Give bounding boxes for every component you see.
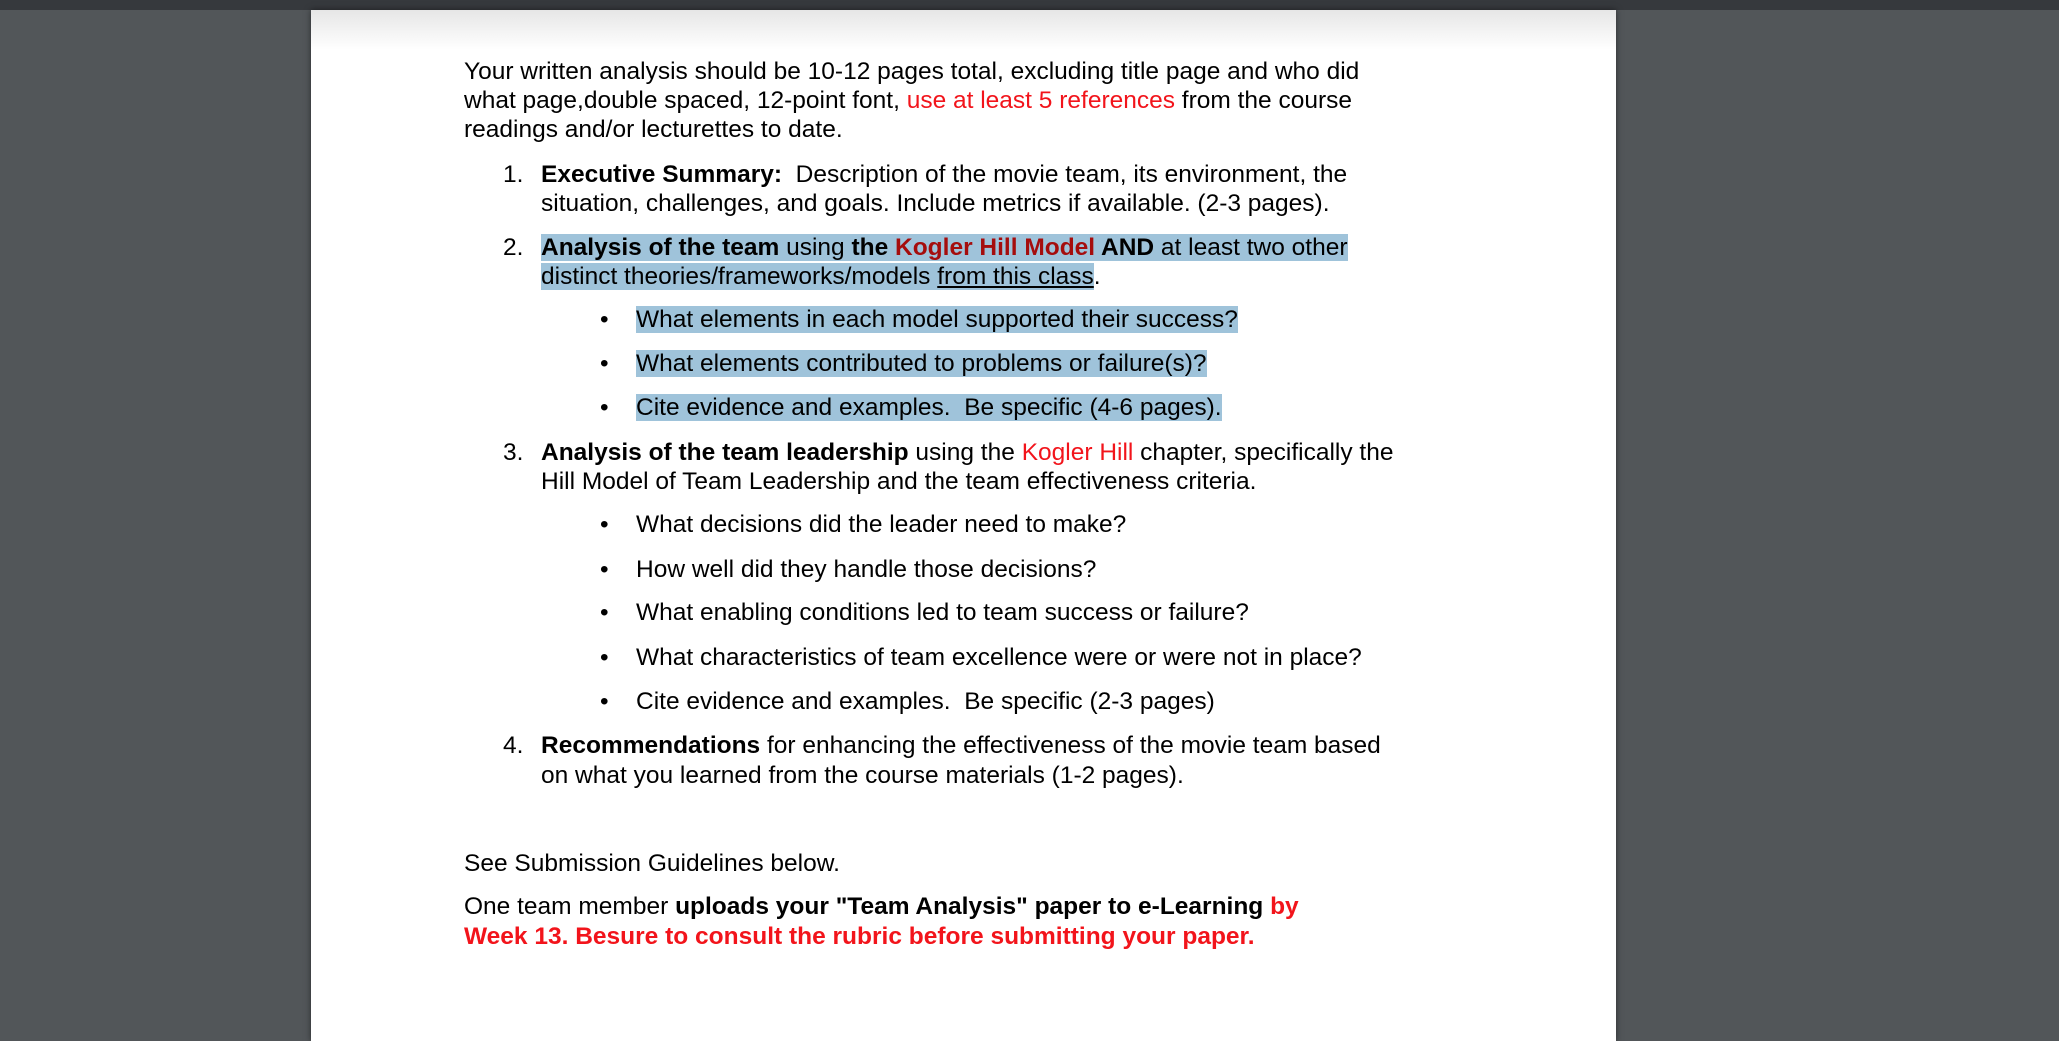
upload-instruction-line-2: Week 13. Besure to consult the rubric before submitting your paper. bbox=[464, 923, 1255, 950]
item-4-line-2: on what you learned from the course materials (1-2 pages). bbox=[541, 762, 1184, 789]
item-number: 1. bbox=[503, 161, 524, 188]
item-heading: Executive Summary: bbox=[541, 161, 783, 188]
bullet: • bbox=[600, 511, 609, 538]
list-item: What characteristics of team excellence were or were not in place? bbox=[636, 644, 1362, 671]
item-1-line-2: situation, challenges, and goals. Include metrics if available. (2-3 pages). bbox=[541, 190, 1330, 217]
text: Description of the movie team, its environment, the bbox=[782, 161, 1348, 188]
text: the bbox=[851, 234, 896, 261]
list-item: Cite evidence and examples. Be specific (2-3 pages) bbox=[636, 688, 1215, 715]
item-number: 2. bbox=[503, 234, 524, 261]
bullet: • bbox=[600, 394, 609, 421]
text: using bbox=[779, 234, 852, 261]
text: at least two other bbox=[1154, 234, 1348, 261]
item-heading: Analysis of the team leadership bbox=[541, 439, 909, 466]
item-heading: Recommendations bbox=[541, 732, 761, 759]
bullet: • bbox=[600, 350, 609, 377]
item-4-line-1: Recommendations for enhancing the effectiveness of the movie team based bbox=[541, 732, 1381, 759]
text: AND bbox=[1101, 234, 1155, 261]
bullet: • bbox=[600, 599, 609, 626]
intro-line-2 bbox=[464, 86, 1352, 116]
kogler-hill-model: Kogler Hill Model bbox=[895, 234, 1102, 261]
document-page bbox=[311, 10, 1616, 1041]
list-item: What decisions did the leader need to make? bbox=[636, 511, 1127, 538]
list-item: How well did they handle those decisions? bbox=[636, 556, 1097, 583]
list-item: Cite evidence and examples. Be specific (4-6 pages). bbox=[636, 394, 1222, 421]
item-number: 4. bbox=[503, 732, 524, 759]
item-heading: Analysis of the team bbox=[541, 234, 780, 261]
list-item: What elements contributed to problems or failure(s)? bbox=[636, 350, 1207, 377]
bullet: • bbox=[600, 688, 609, 715]
viewer-top-bar bbox=[0, 0, 2059, 10]
list-item: What elements in each model supported their success? bbox=[636, 306, 1238, 333]
item-2-line-2: distinct theories/frameworks/models from this class. bbox=[541, 263, 1101, 290]
item-3-line-2: Hill Model of Team Leadership and the team effectiveness criteria. bbox=[541, 468, 1257, 495]
intro-line-1: Your written analysis should be 10-12 pages total, excluding title page and who did bbox=[464, 58, 1360, 85]
bullet: • bbox=[600, 306, 609, 333]
references-requirement: use at least 5 references bbox=[906, 87, 1175, 114]
text: what page,double spaced, 12-point font, bbox=[464, 87, 907, 114]
intro-line-3: readings and/or lecturettes to date. bbox=[464, 116, 843, 143]
text: distinct theories/frameworks/models bbox=[541, 263, 931, 290]
text: from this class bbox=[937, 263, 1094, 290]
submission-note: See Submission Guidelines below. bbox=[464, 850, 840, 877]
item-3-line-1: Analysis of the team leadership using the Kogler Hill chapter, specifically the bbox=[541, 439, 1394, 466]
list-item: What enabling conditions led to team success or failure? bbox=[636, 599, 1249, 626]
item-2-line-1 bbox=[541, 233, 1348, 263]
kogler-hill: Kogler Hill bbox=[1021, 439, 1134, 466]
bullet: • bbox=[600, 556, 609, 583]
item-1-line-1 bbox=[541, 160, 1347, 190]
text: from the course bbox=[1174, 87, 1352, 114]
bullet: • bbox=[600, 644, 609, 671]
upload-instruction-line-1: One team member uploads your "Team Analysis" paper to e-Learning by bbox=[464, 893, 1299, 920]
item-number: 3. bbox=[503, 439, 524, 466]
